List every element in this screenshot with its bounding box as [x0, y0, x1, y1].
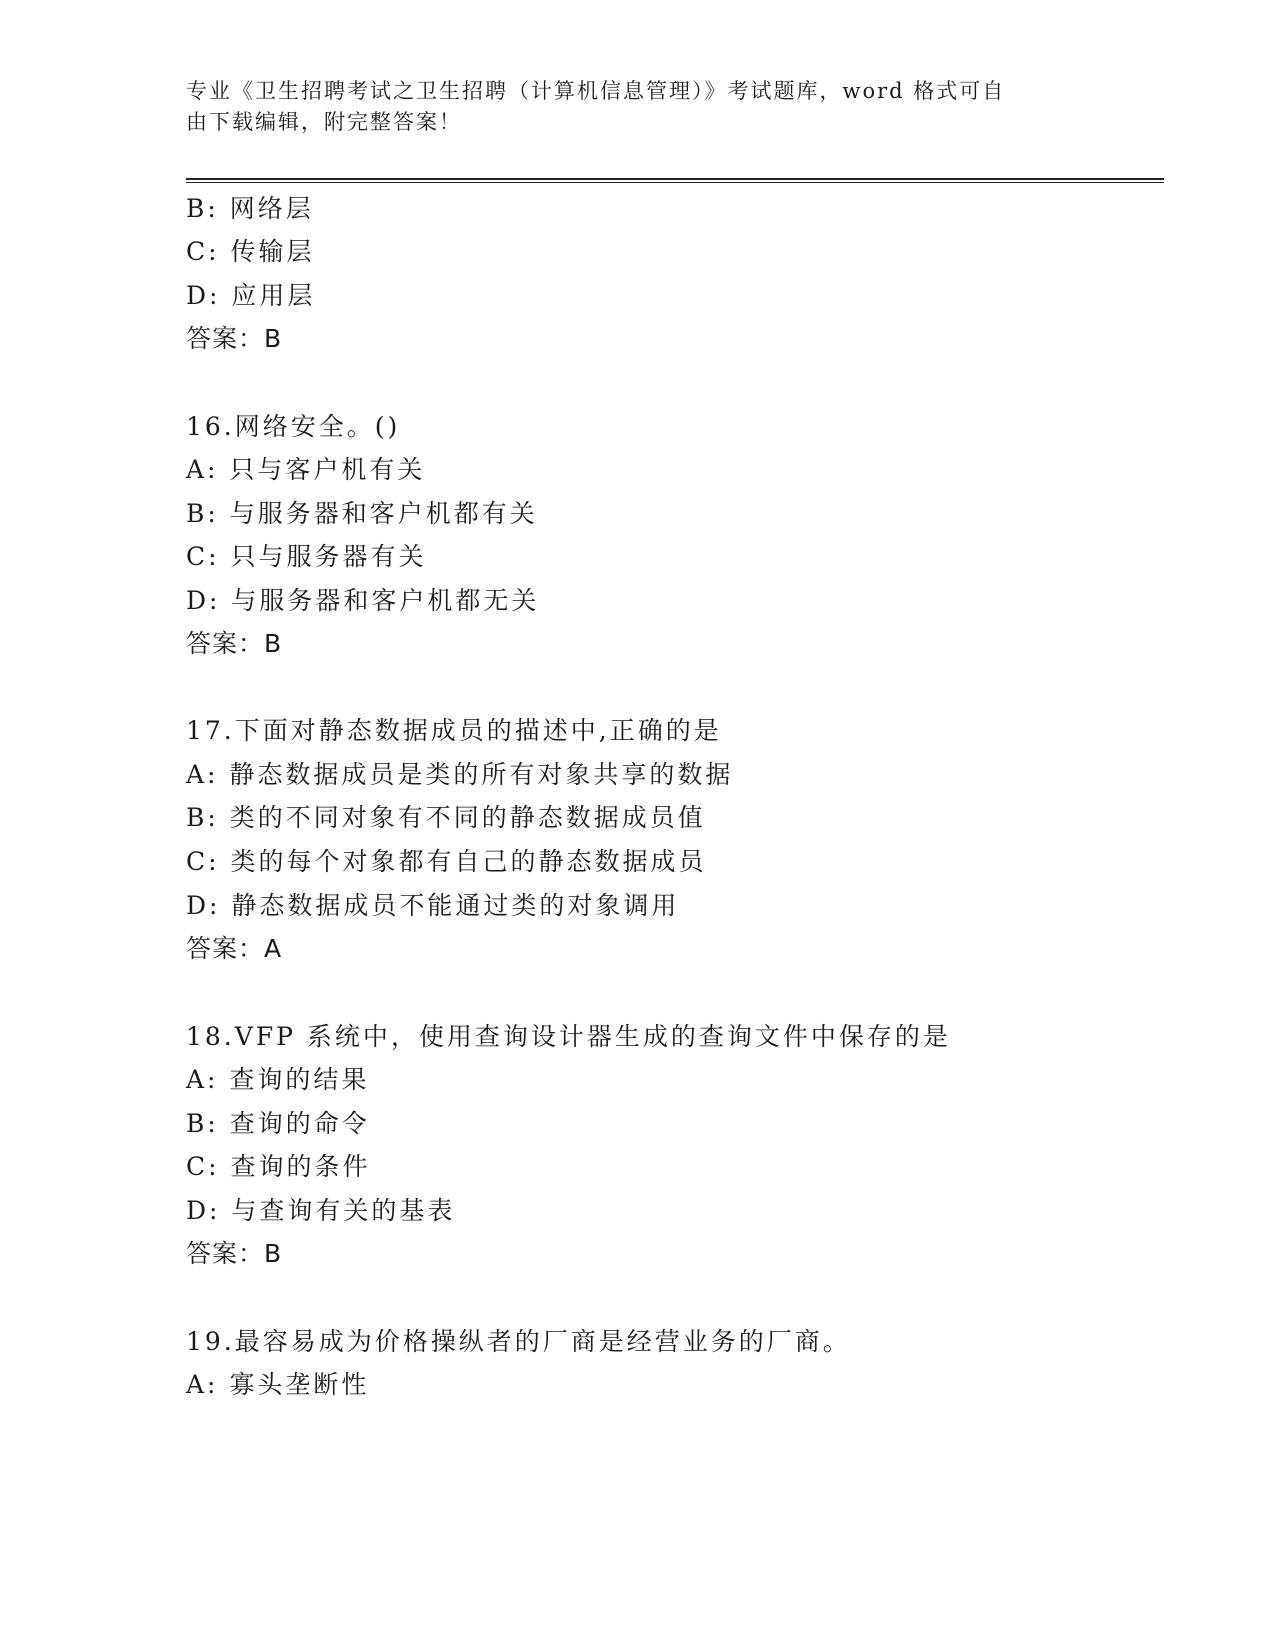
option-b-q16: B: 与服务器和客户机都有关	[186, 499, 538, 528]
header-line-2: 由下载编辑，附完整答案！	[186, 110, 462, 134]
option-d-q15: D: 应用层	[186, 281, 316, 310]
option-d-q18: D: 与查询有关的基表	[186, 1196, 456, 1225]
answer-q17: 答案：A	[186, 934, 283, 963]
option-b-q18: B: 查询的命令	[186, 1109, 370, 1138]
answer-q16: 答案：B	[186, 629, 283, 658]
option-a-q18: A: 查询的结果	[186, 1065, 370, 1094]
option-c-q15: C: 传输层	[186, 237, 315, 266]
option-b-q15: B: 网络层	[186, 194, 314, 223]
header-divider	[186, 178, 1164, 183]
answer-q15: 答案：B	[186, 324, 283, 353]
option-b-q17: B: 类的不同对象有不同的静态数据成员值	[186, 803, 706, 832]
option-c-q18: C: 查询的条件	[186, 1152, 371, 1181]
answer-q18: 答案：B	[186, 1239, 283, 1268]
option-a-q17: A: 静态数据成员是类的所有对象共享的数据	[186, 760, 734, 789]
question-16: 16.网络安全。()	[186, 412, 401, 441]
option-c-q16: C: 只与服务器有关	[186, 542, 427, 571]
option-c-q17: C: 类的每个对象都有自己的静态数据成员	[186, 847, 707, 876]
option-d-q16: D: 与服务器和客户机都无关	[186, 586, 540, 615]
option-a-q19: A: 寡头垄断性	[186, 1370, 370, 1399]
question-19: 19.最容易成为价格操纵者的厂商是经营业务的厂商。	[186, 1327, 851, 1356]
header-line-1: 专业《卫生招聘考试之卫生招聘（计算机信息管理）》考试题库，word 格式可自	[186, 79, 1006, 103]
document-header	[186, 76, 1076, 138]
option-a-q16: A: 只与客户机有关	[186, 455, 426, 484]
question-18: 18.VFP 系统中，使用查询设计器生成的查询文件中保存的是	[186, 1022, 951, 1051]
question-17: 17.下面对静态数据成员的描述中,正确的是	[186, 716, 722, 745]
option-d-q17: D: 静态数据成员不能通过类的对象调用	[186, 891, 680, 920]
